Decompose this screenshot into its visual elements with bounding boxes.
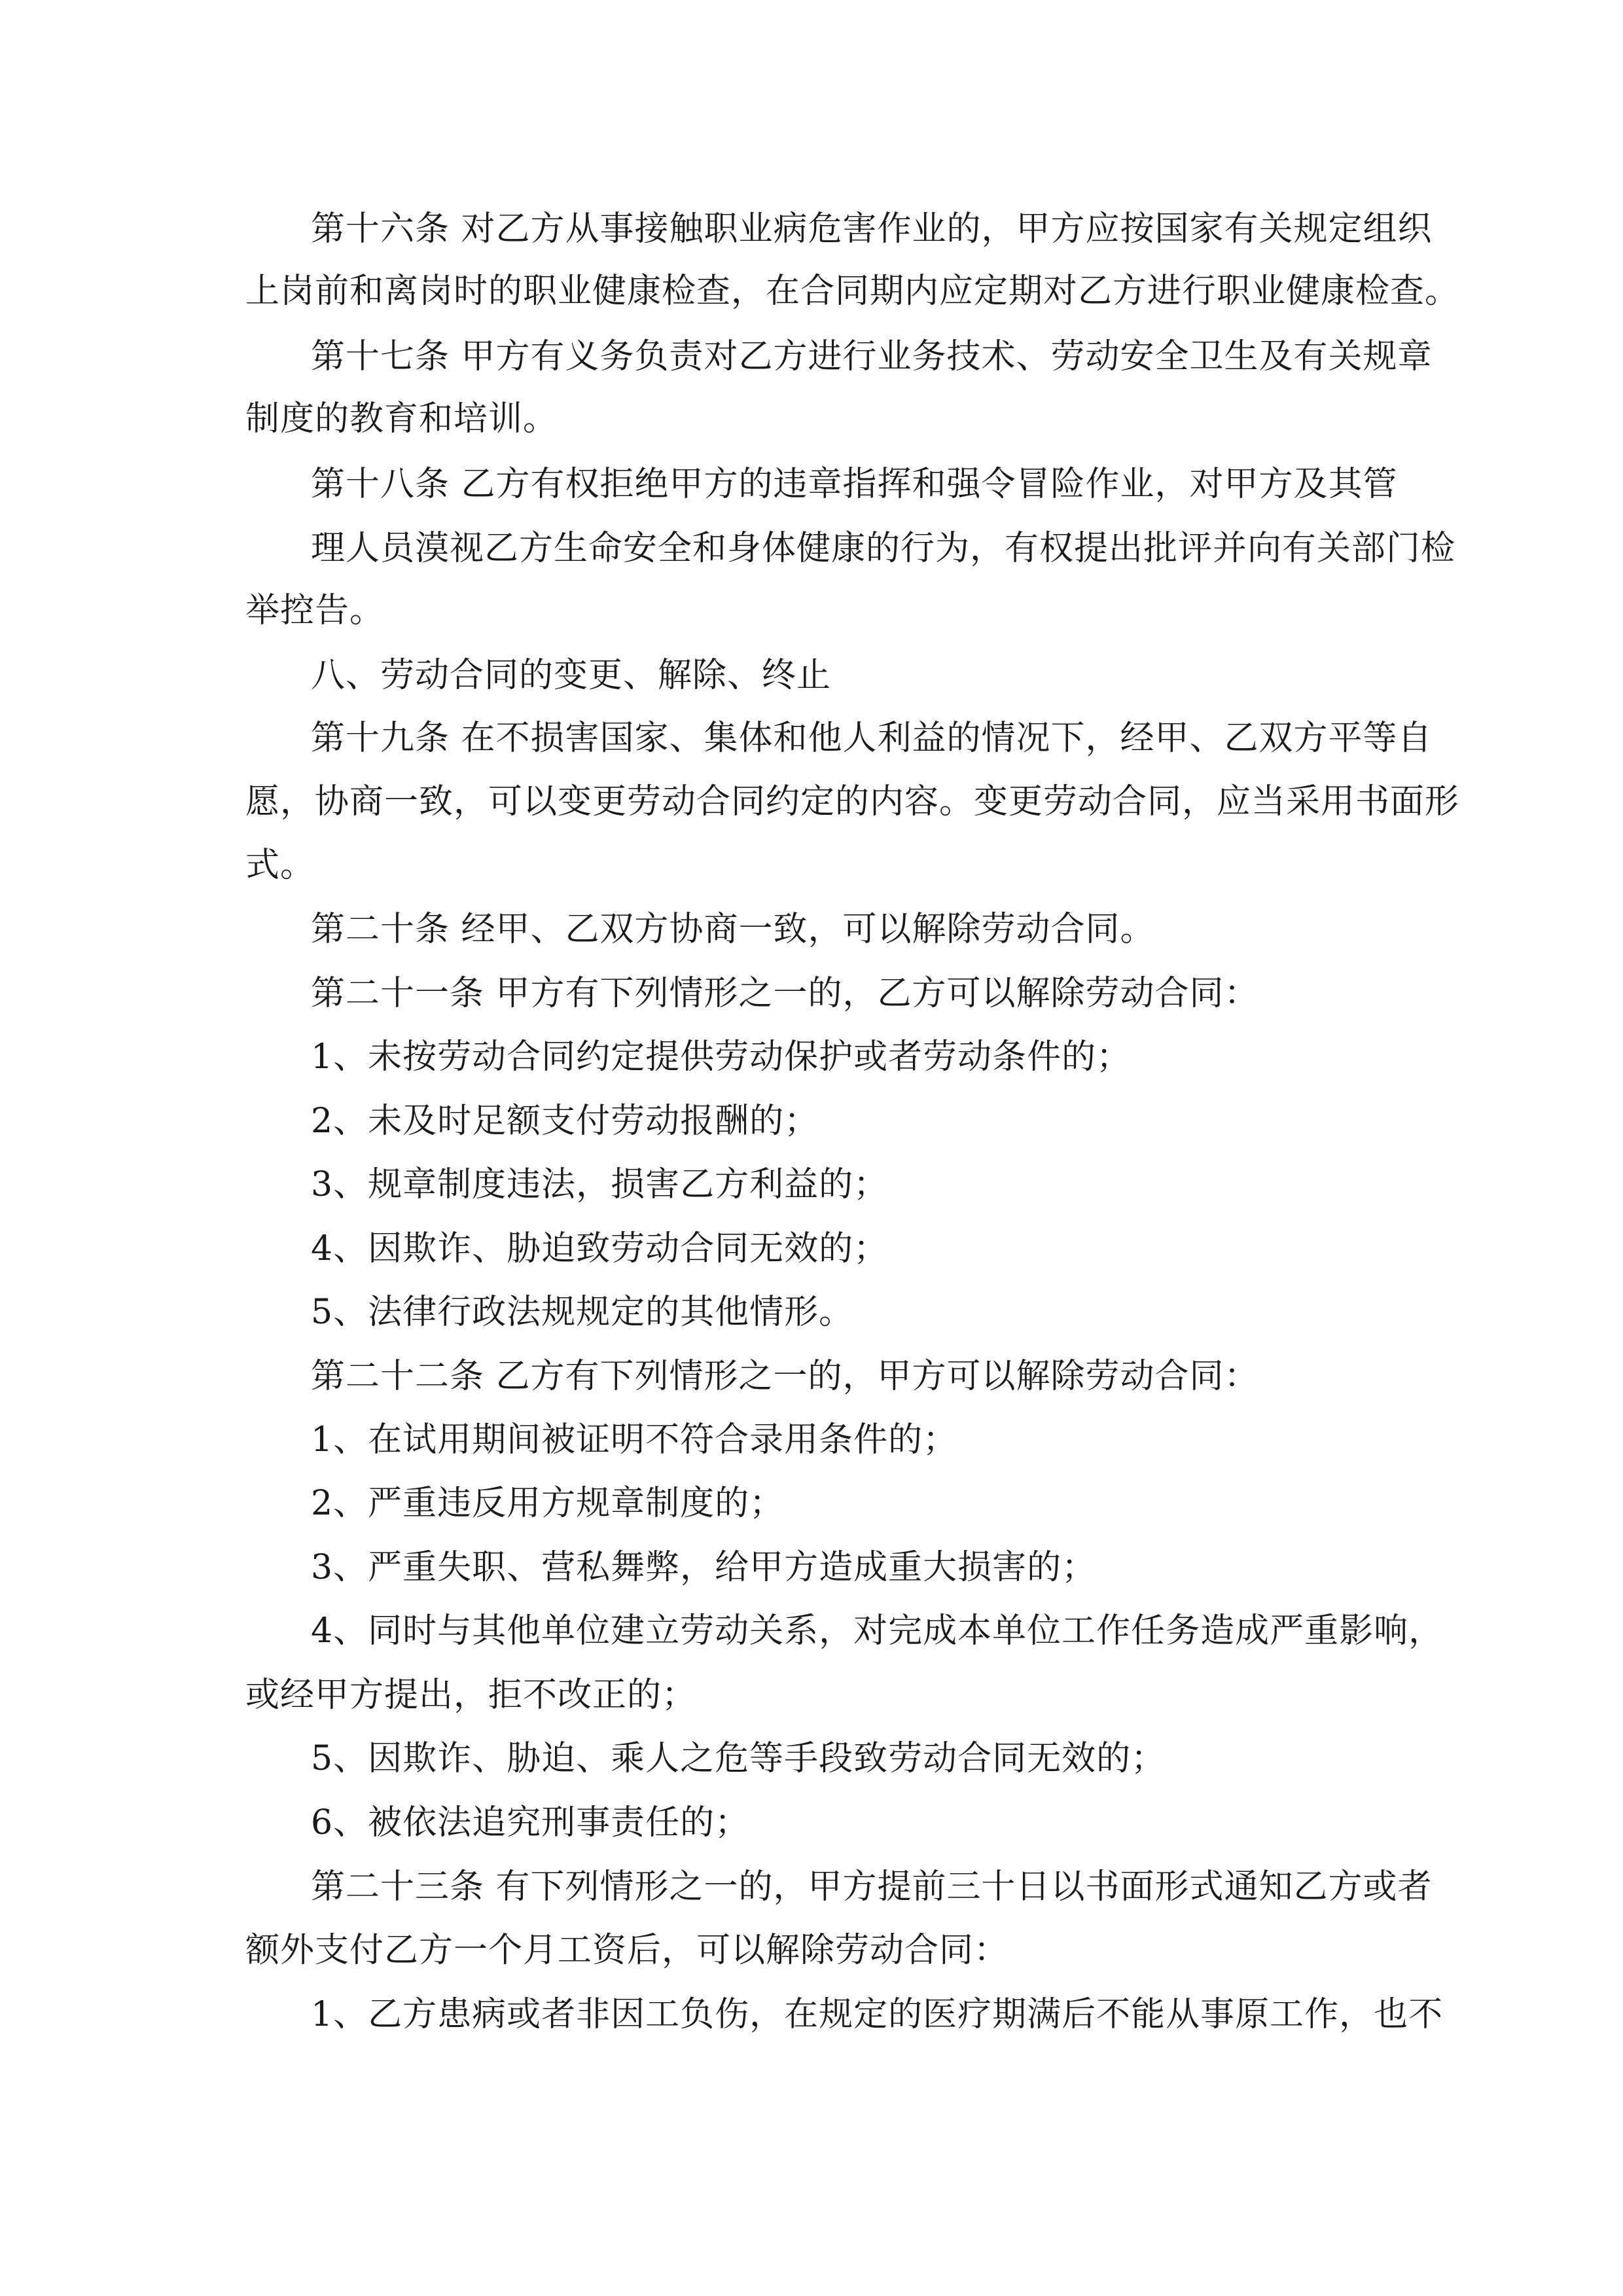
text-line: 理人员漠视乙方生命安全和身体健康的行为，有权提出批评并向有关部门检 xyxy=(311,529,1456,568)
list-item: 3、规章制度违法，损害乙方利益的； xyxy=(311,1165,889,1204)
list-item: 1、未按劳动合同约定提供劳动保护或者劳动条件的； xyxy=(311,1037,1132,1077)
text-line: 额外支付乙方一个月工资后，可以解除劳动合同： xyxy=(245,1931,1009,1970)
text-line: 第二十条 经甲、乙双方协商一致，可以解除劳动合同。 xyxy=(311,910,1155,949)
list-item: 2、未及时足额支付劳动报酬的； xyxy=(311,1102,819,1141)
text-line: 第二十三条 有下列情形之一的，甲方提前三十日以书面形式通知乙方或者 xyxy=(311,1867,1433,1907)
text-line: 第十八条 乙方有权拒绝甲方的违章指挥和强令冒险作业，对甲方及其管 xyxy=(311,465,1398,504)
list-item: 2、严重违反用方规章制度的； xyxy=(311,1484,785,1523)
text-line: 第十六条 对乙方从事接触职业病危害作业的，甲方应按国家有关规定组织 xyxy=(311,209,1433,249)
text-line: 式。 xyxy=(245,846,315,885)
list-item: 5、法律行政法规规定的其他情形。 xyxy=(311,1293,854,1332)
text-line: 第二十一条 甲方有下列情形之一的，乙方可以解除劳动合同： xyxy=(311,974,1259,1013)
list-item: 3、严重失职、营私舞弊，给甲方造成重大损害的； xyxy=(311,1548,1097,1587)
list-item: 6、被依法追究刑事责任的； xyxy=(311,1803,750,1842)
text-line: 或经甲方提出，拒不改正的； xyxy=(245,1676,697,1715)
list-item: 4、因欺诈、胁迫致劳动合同无效的； xyxy=(311,1229,889,1268)
text-line: 上岗前和离岗时的职业健康检查，在合同期内应定期对乙方进行职业健康检查。 xyxy=(245,272,1460,311)
text-line: 第十七条 甲方有义务负责对乙方进行业务技术、劳动安全卫生及有关规章 xyxy=(311,337,1433,376)
text-line: 举控告。 xyxy=(245,591,385,630)
list-item: 1、乙方患病或者非因工负伤，在规定的医疗期满后不能从事原工作，也不 xyxy=(311,1995,1444,2034)
text-line: 愿，协商一致，可以变更劳动合同约定的内容。变更劳动合同，应当采用书面形 xyxy=(245,782,1460,821)
text-line: 第十九条 在不损害国家、集体和他人利益的情况下，经甲、乙双方平等自 xyxy=(311,719,1433,758)
section-heading: 八、劳动合同的变更、解除、终止 xyxy=(311,656,832,695)
list-item: 5、因欺诈、胁迫、乘人之危等手段致劳动合同无效的； xyxy=(311,1739,1166,1778)
list-item: 1、在试用期间被证明不符合录用条件的； xyxy=(311,1420,958,1460)
text-line: 第二十二条 乙方有下列情形之一的，甲方可以解除劳动合同： xyxy=(311,1357,1259,1396)
list-item: 4、同时与其他单位建立劳动关系，对完成本单位工作任务造成严重影响， xyxy=(311,1611,1444,1651)
text-line: 制度的教育和培训。 xyxy=(245,399,558,439)
